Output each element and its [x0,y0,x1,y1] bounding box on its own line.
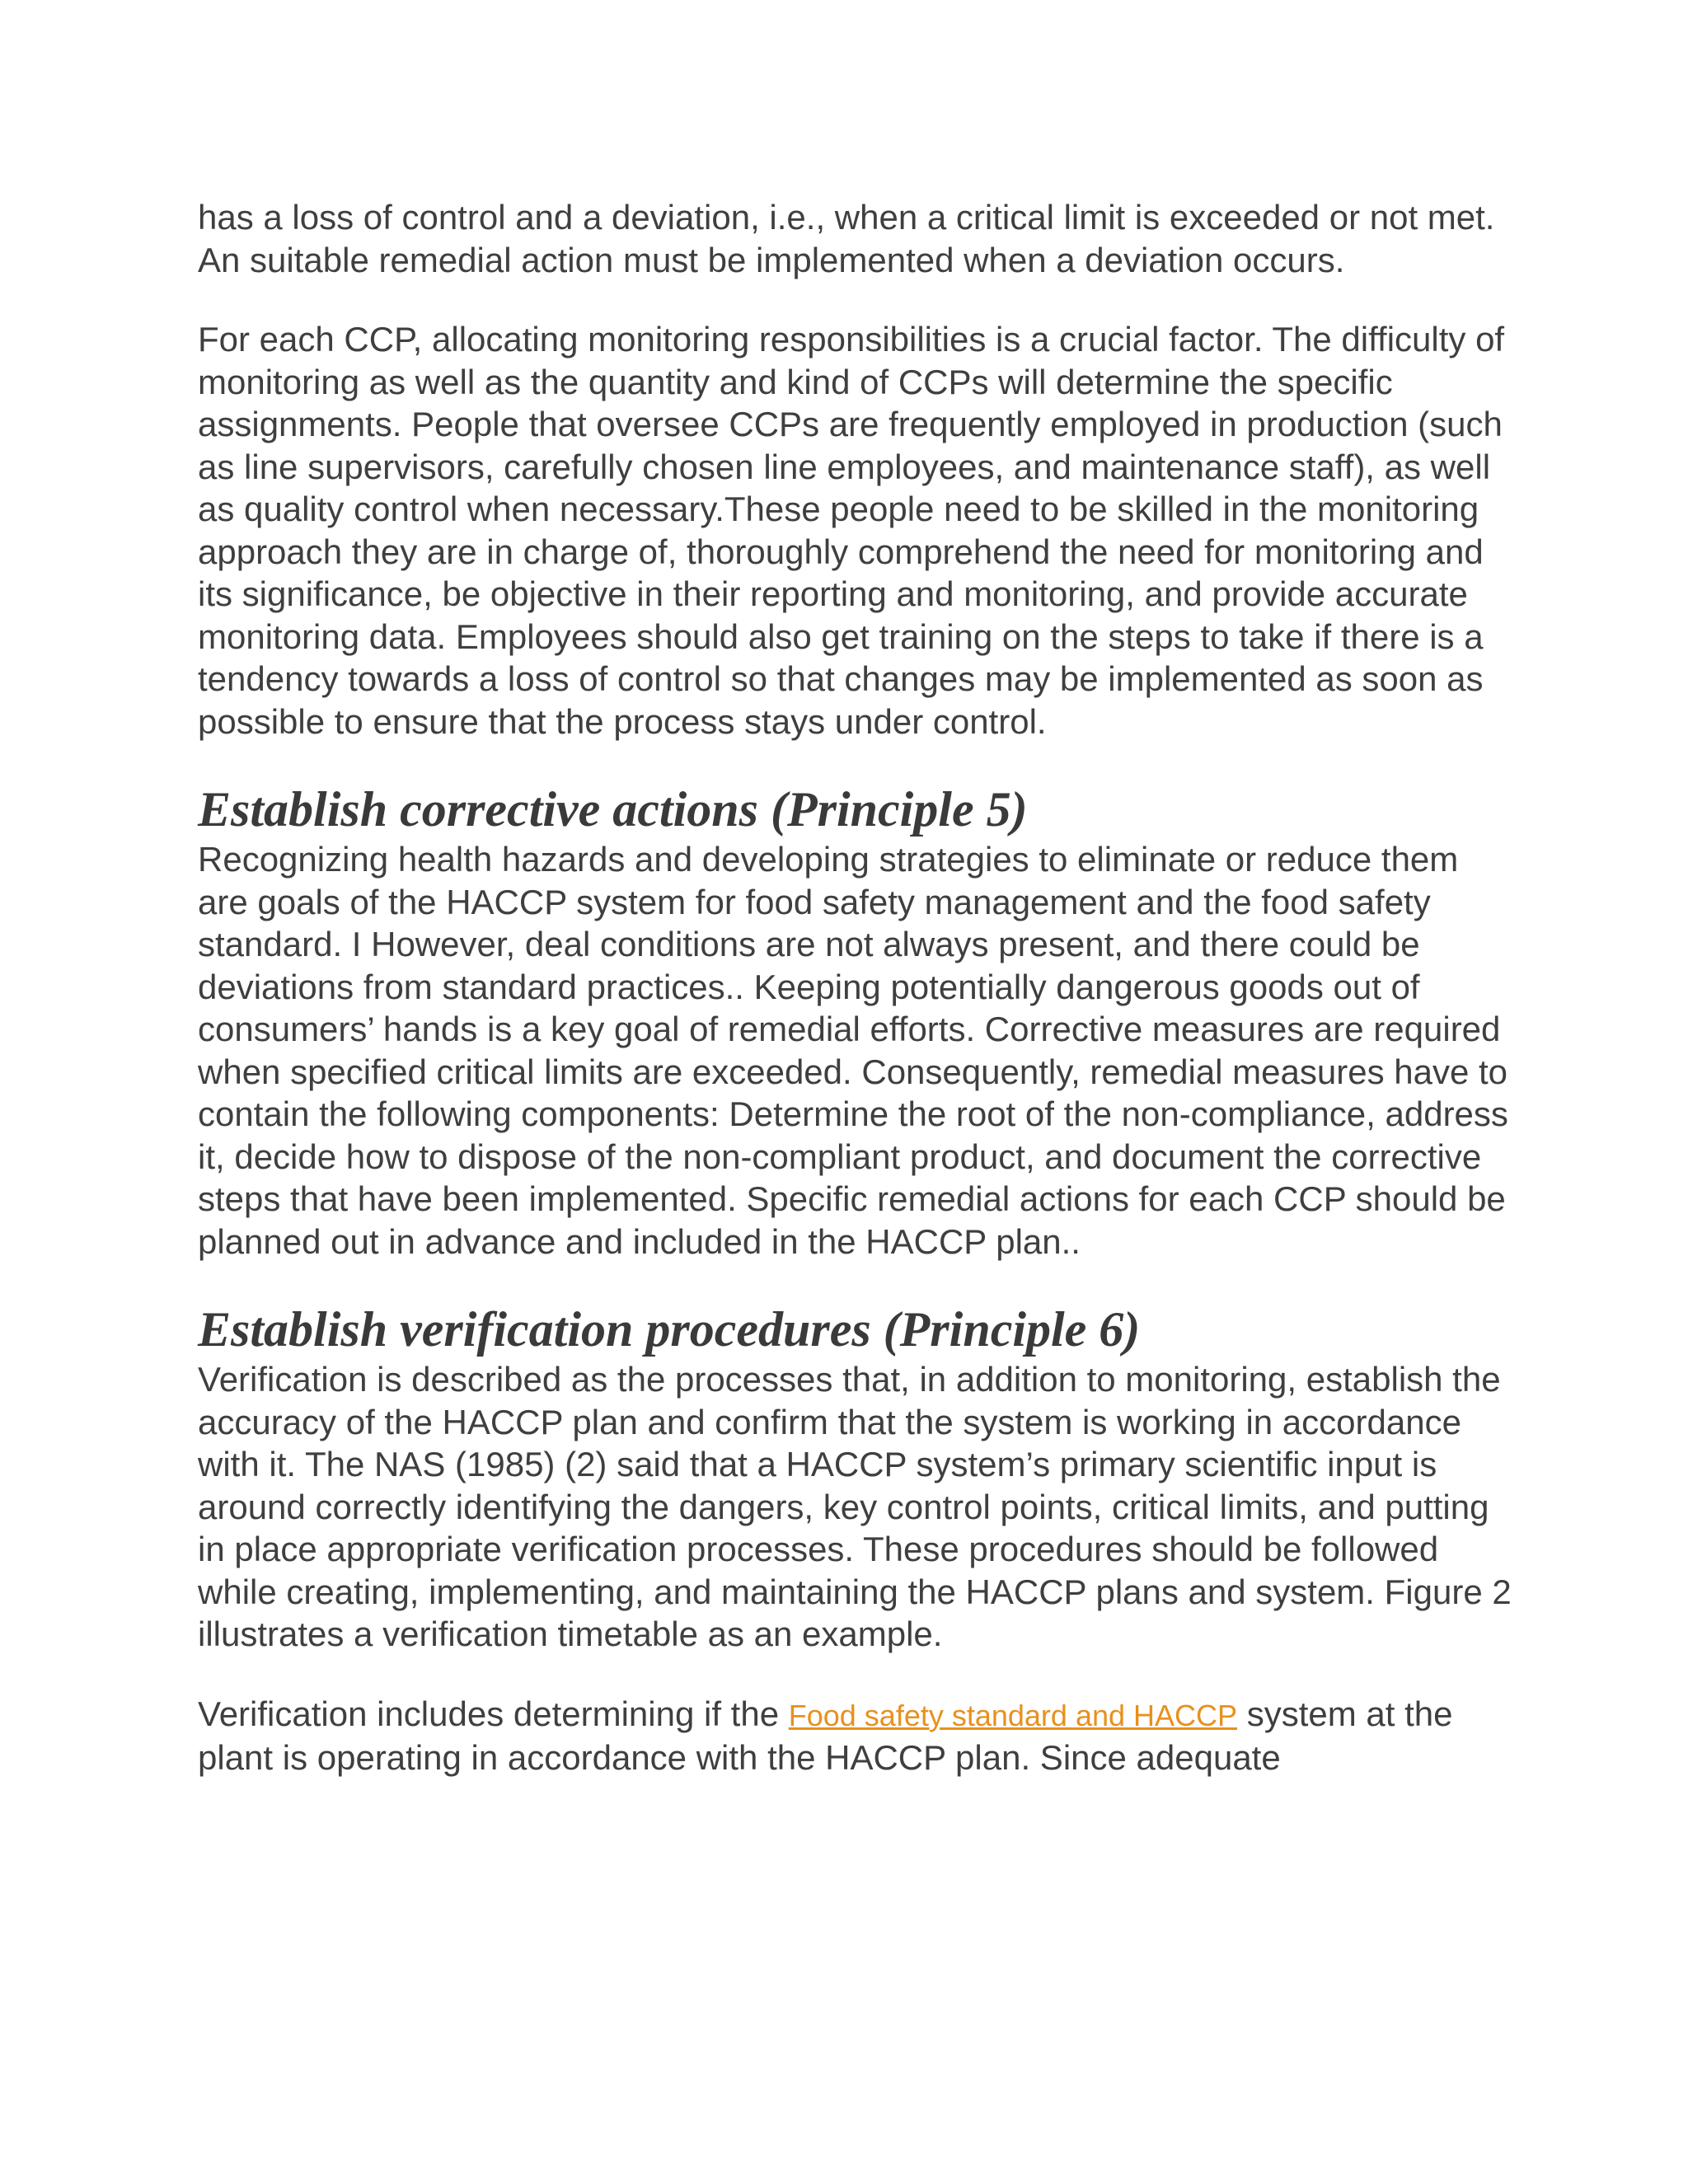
document-page [198,196,1517,1779]
paragraph-text-after-link: system at the plant is operating in accordance with the HACCP plan. Since adequate [198,1694,1453,1777]
paragraph-deviation: has a loss of control and a deviation, i.e., when a critical limit is exceeded or not met. An suitable remedial action must be implemented when a deviation occurs. [198,198,1495,279]
heading-principle-5: Establish corrective actions (Principle 5) [198,782,1028,837]
paragraph-corrective-actions: Recognizing health hazards and developing strategies to eliminate or reduce them are goals of the HACCP system for food safety management and the food safety standard. I However, deal conditions are not always present, and there could be deviations from standard practices.. Keeping potentially dangerous goods out of consumers’ hands is a key goal of remedial efforts. Corrective measures are required when specified critical limits are exceeded. Consequently, remedial measures have to contain the following components: Determine the root of the non-compliance, address it, decide how to dispose of the non-compliant product, and document the corrective steps that have been implemented. Specific remedial actions for each CCP should be planned out in advance and included in the HACCP plan.. [198,840,1508,1261]
paragraph-verification-includes [198,1693,1517,1779]
paragraph-text-before-link: Verification includes determining if the [198,1694,789,1733]
paragraph-verification-definition: Verification is described as the processes that, in addition to monitoring, establish the accuracy of the HACCP plan and confirm that the system is working in accordance with it. The NAS (1985) (2) said that a HACCP system’s primary scientific input is around correctly identifying the dangers, key control points, critical limits, and putting in place appropriate verification processes. These procedures should be followed while creating, implementing, and maintaining the HACCP plans and system. Figure 2 illustrates a verification timetable as an example. [198,1360,1512,1653]
paragraph-monitoring-responsibilities: For each CCP, allocating monitoring responsibilities is a crucial factor. The difficulty of monitoring as well as the quantity and kind of CCPs will determine the specific assignments. People that oversee CCPs are frequently employed in production (such as line supervisors, carefully chosen line employees, and maintenance staff), as well as quality control when necessary.These people need to be skilled in the monitoring approach they are in charge of, thoroughly comprehend the need for monitoring and its significance, be objective in their reporting and monitoring, and provide accurate monitoring data. Employees should also get training on the steps to take if there is a tendency towards a loss of control so that changes may be implemented as soon as possible to ensure that the process stays under control. [198,320,1505,741]
heading-principle-6: Establish verification procedures (Principle 6) [198,1302,1141,1357]
haccp-standard-link[interactable]: Food safety standard and HACCP [788,1698,1238,1732]
